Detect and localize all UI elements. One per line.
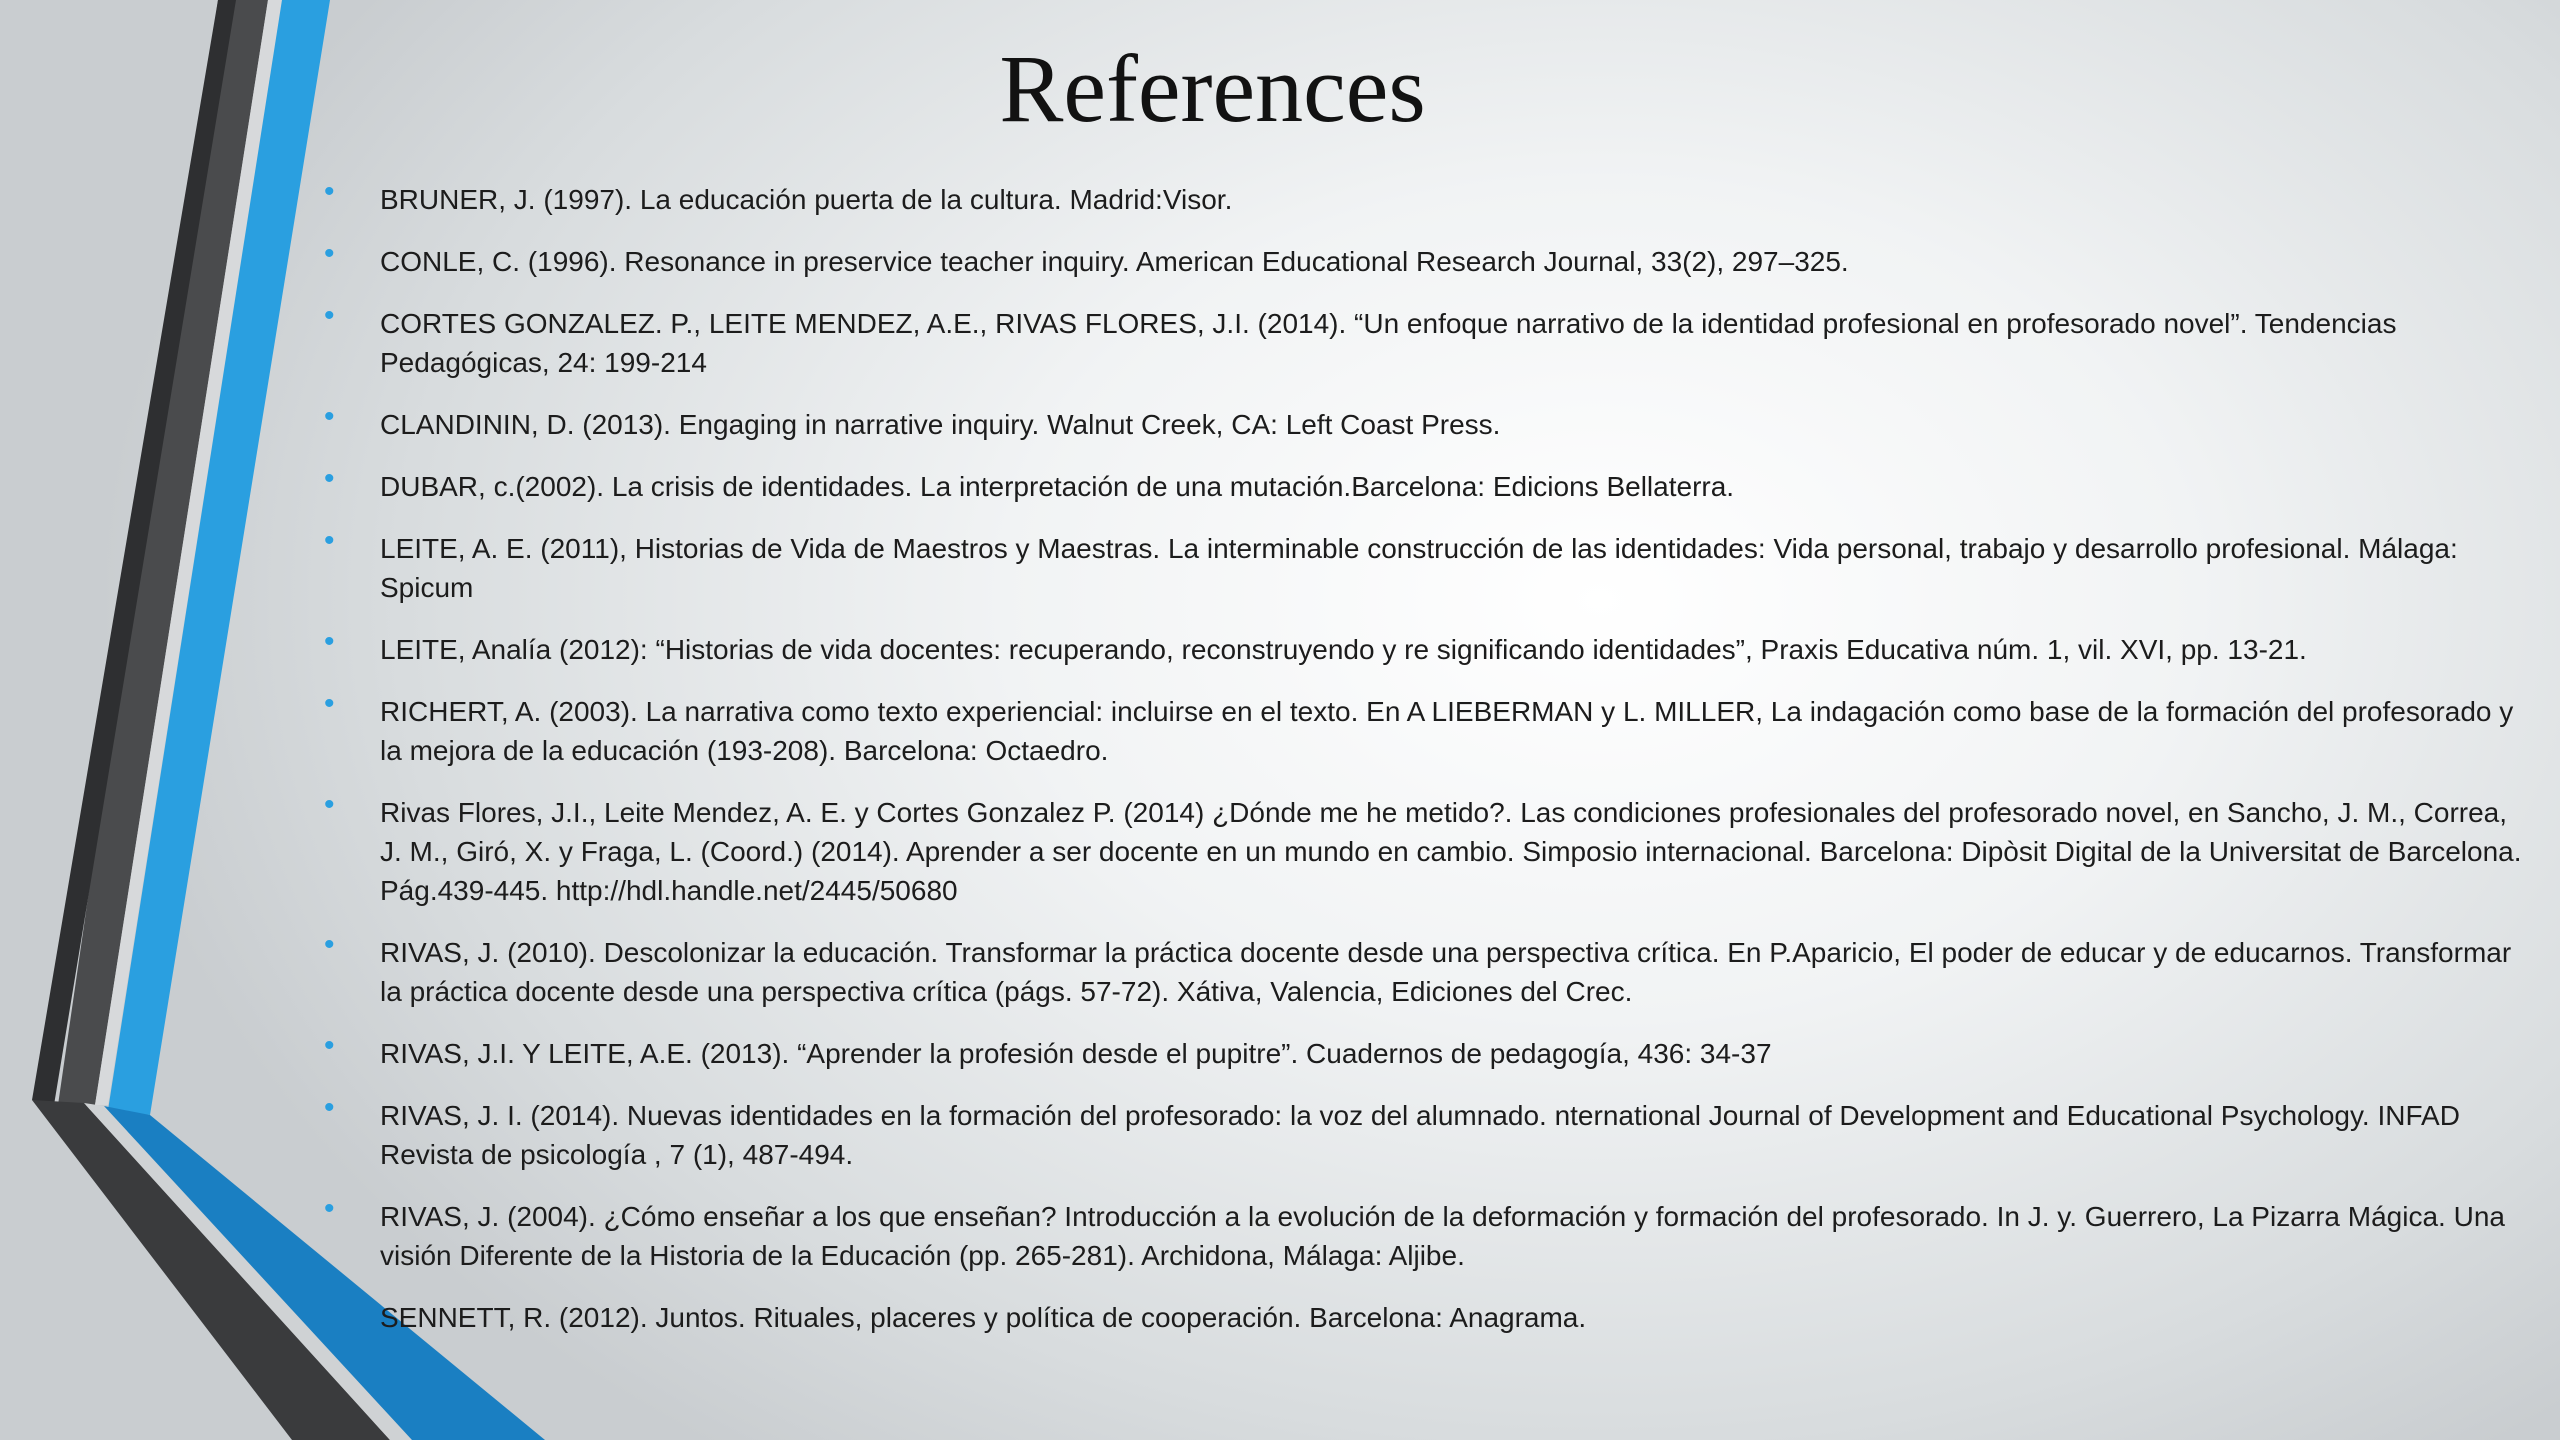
- slide-title: References: [999, 35, 1426, 142]
- reference-item: [324, 299, 2535, 382]
- reference-text: RIVAS, J. (2004). ¿Cómo enseñar a los que enseñan? Introducción a la evolución de la deformación y formación del profesorado. In J. y. Guerrero, La Pizarra Mágica. Una visión Diferente de la Historia de la Educación (pp. 265-281). Archidona, Málaga: Aljibe.: [380, 1201, 2505, 1271]
- bullet-icon: •: [324, 1029, 335, 1062]
- references-list: [324, 175, 2535, 1360]
- bullet-icon: •: [324, 625, 335, 658]
- bullet-icon: •: [324, 237, 335, 270]
- decor-light-stripe: [95, 0, 282, 1105]
- bullet-icon: •: [324, 1091, 335, 1124]
- bullet-icon: •: [324, 299, 335, 332]
- reference-item: [324, 625, 2535, 669]
- bullet-icon: •: [324, 400, 335, 433]
- bullet-icon: •: [324, 788, 335, 821]
- reference-item: [324, 237, 2535, 281]
- reference-item: [324, 788, 2535, 910]
- bullet-icon: •: [324, 175, 335, 208]
- reference-text: RICHERT, A. (2003). La narrativa como texto experiencial: incluirse en el texto. En A LIEBERMAN y L. MILLER, La indagación como base de la formación del profesorado y la mejora de la educación (193-208). Barcelona: Octaedro.: [380, 696, 2514, 766]
- reference-item: [324, 175, 2535, 219]
- reference-text: LEITE, Analía (2012): “Historias de vida docentes: recuperando, reconstruyendo y re significando identidades”, Praxis Educativa núm. 1, vil. XVI, pp. 13-21.: [380, 634, 2307, 665]
- reference-item: [380, 1298, 2535, 1337]
- reference-text: RIVAS, J. (2010). Descolonizar la educación. Transformar la práctica docente desde una perspectiva crítica. En P.Aparicio, El poder de educar y de educarnos. Transformar la práctica docente desde una perspectiva crítica (págs. 57-72). Xátiva, Valencia, Ediciones del Crec.: [380, 937, 2512, 1007]
- reference-item: [324, 1091, 2535, 1174]
- reference-item: [324, 1192, 2535, 1275]
- reference-item: [324, 462, 2535, 506]
- bullet-icon: •: [324, 928, 335, 961]
- reference-text: SENNETT, R. (2012). Juntos. Rituales, placeres y política de cooperación. Barcelona: Anagrama.: [380, 1302, 1587, 1333]
- reference-item: [324, 524, 2535, 607]
- decor-light-chevron: [84, 1103, 412, 1440]
- bullet-icon: •: [324, 524, 335, 557]
- reference-text: RIVAS, J.I. Y LEITE, A.E. (2013). “Aprender la profesión desde el pupitre”. Cuadernos de pedagogía, 436: 34-37: [380, 1038, 1772, 1069]
- reference-text: CLANDININ, D. (2013). Engaging in narrative inquiry. Walnut Creek, CA: Left Coast Press.: [380, 409, 1501, 440]
- bullet-icon: •: [324, 687, 335, 720]
- reference-text: CONLE, C. (1996). Resonance in preservice teacher inquiry. American Educational Research Journal, 33(2), 297–325.: [380, 246, 1849, 277]
- reference-item: [324, 687, 2535, 770]
- reference-text: DUBAR, c.(2002). La crisis de identidades. La interpretación de una mutación.Barcelona: Edicions Bellaterra.: [380, 471, 1735, 502]
- reference-text: BRUNER, J. (1997). La educación puerta de la cultura. Madrid:Visor.: [380, 184, 1233, 215]
- reference-text: RIVAS, J. I. (2014). Nuevas identidades en la formación del profesorado: la voz del alumnado. nternational Journal of Development and Educational Psychology. INFAD Revista de psicología , 7 (1), 487-494.: [380, 1100, 2460, 1170]
- reference-item: [324, 400, 2535, 444]
- reference-item: [324, 928, 2535, 1011]
- reference-text: CORTES GONZALEZ. P., LEITE MENDEZ, A.E., RIVAS FLORES, J.I. (2014). “Un enfoque narrativo de la identidad profesional en profesorado novel”. Tendencias Pedagógicas, 24: 199-214: [380, 308, 2397, 378]
- bullet-icon: •: [324, 462, 335, 495]
- reference-item: [324, 1029, 2535, 1073]
- bullet-icon: •: [324, 1192, 335, 1225]
- reference-text: LEITE, A. E. (2011), Historias de Vida de Maestros y Maestras. La interminable construcción de las identidades: Vida personal, trabajo y desarrollo profesional. Málaga: Spicum: [380, 533, 2458, 603]
- reference-text: Rivas Flores, J.I., Leite Mendez, A. E. y Cortes Gonzalez P. (2014) ¿Dónde me he metido?. Las condiciones profesionales del profesorado novel, en Sancho, J. M., Correa, J. M., Giró, X. y Fraga, L. (Coord.) (2014). Aprender a ser docente en un mundo en cambio. Simposio internacional. Barcelona: Dipòsit Digital de la Universitat de Barcelona. Pág.439-445. http://hdl.handle.net/2445/50680: [380, 797, 2522, 906]
